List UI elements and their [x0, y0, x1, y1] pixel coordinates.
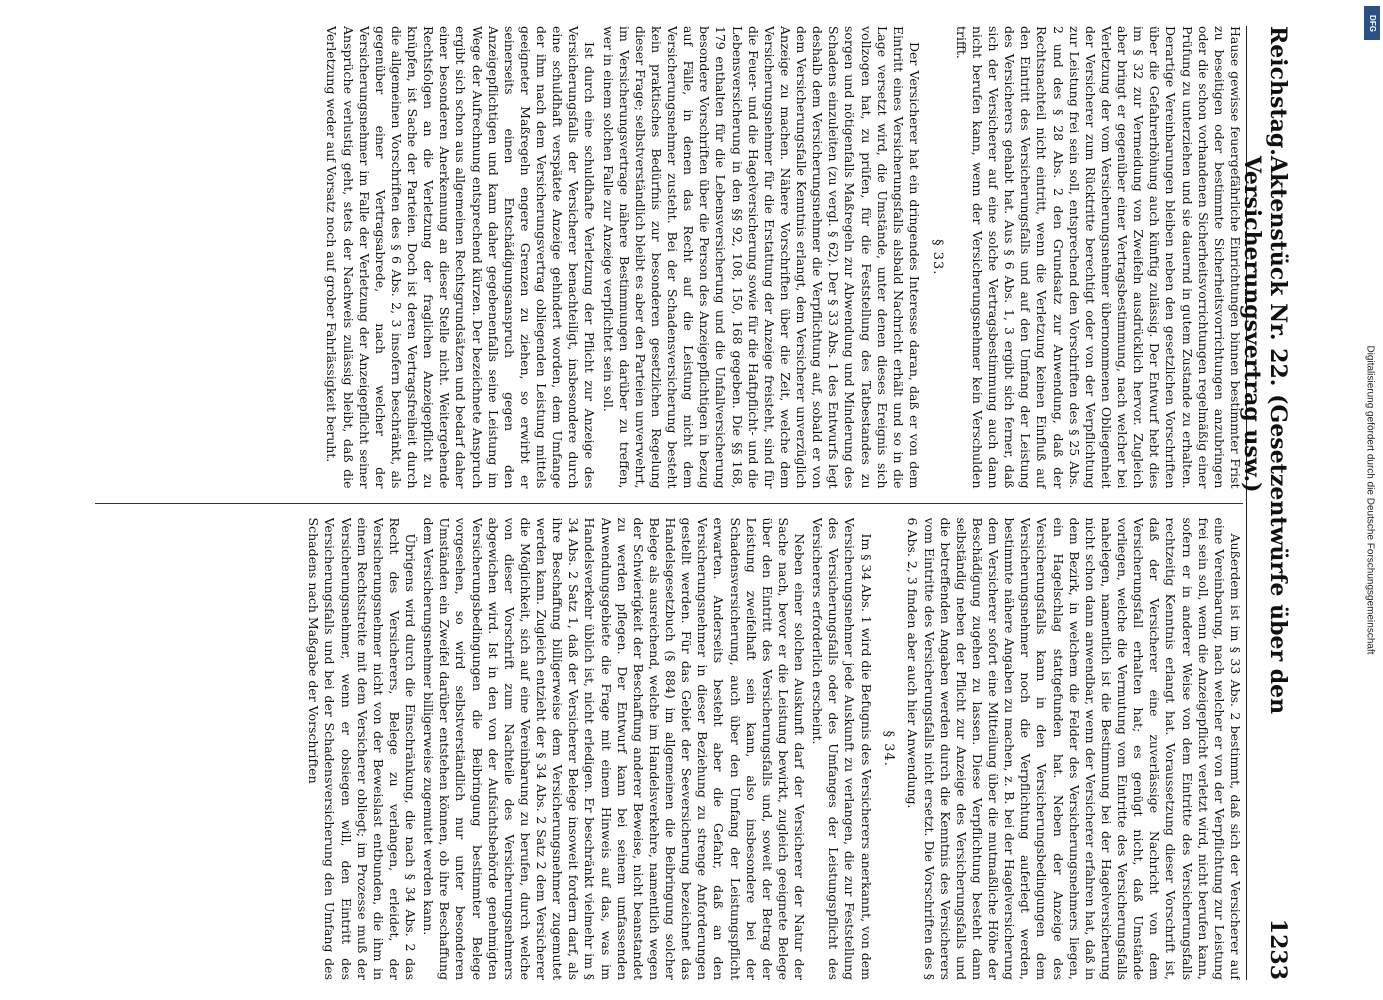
right-column [95, 518, 1243, 981]
left-paragraph: Hause gewisse feuergefährliche Einrichtungen binnen bestimmter Frist zu beseitigen oder bestimmte Sicherheitsvorrichtungen anzubringen oder die schon vorhandenen Sicherheitsvorrichtungen regelmäßig einer Prüfung zu unterziehen und sie dauernd in gutem Zustande zu erhalten. Derartige Vereinbarungen bleiben neben den gesetzlichen Vorschriften über die Gefahrerhöhung auch künftig zulässig. Der Entwurf hebt dies im § 32 zur Vermeidung von Zweifeln ausdrücklich hervor. Zugleich aber bringt er gegenüber einer Vertragsbestimmung, nach welcher bei Verletzung der vom Versicherungsnehmer übernommenen Obliegenheit der Versicherer zum Rücktritte berechtigt oder von der Verpflichtung zur Leistung frei sein soll, entsprechend den Vorschriften des § 25 Abs. 2 und des § 28 Abs. 2 den Grundsatz zur Anwendung, daß der Rechtsnachteil nicht eintritt, wenn die Verletzung keinen Einfluß auf den Eintritt des Versicherungsfalls und auf den Umfang der Leistung des Versicherers gehabt hat. Aus § 6 Abs. 1, 3 ergibt sich ferner, daß sich der Versicherer auf eine solche Vertragsbestimmung auch dann nicht berufen kann, wenn der Versicherungsnehmer kein Verschulden trifft. [953, 26, 1243, 489]
left-column [95, 26, 1243, 489]
section-heading-33: § 33. [929, 239, 945, 276]
text-columns [95, 26, 1243, 980]
page-header [1238, 26, 1291, 980]
digitization-sidebar [1357, 0, 1383, 1000]
rotated-page [87, 0, 1297, 1000]
right-paragraph: Im § 34 Abs. 1 wird die Befugnis des Versicherers anerkannt, von dem Versicherungsnehmer jede Auskunft zu verlangen, die zur Feststellung des Versicherungsfalls oder des Umfanges der Leistungspflicht des Versicherers erforderlich erscheint. [809, 517, 874, 980]
column-divider [95, 503, 1243, 504]
header-title: Aktenstück Nr. 22. (Gesetzentwürfe über den Versicherungsvertrag usw.) [1238, 155, 1291, 715]
left-paragraph: Ist durch eine schuldhafte Verletzung der Pflicht zur Anzeige des Versicherungsfalls der Versicherer benachteiligt, insbesondere durch eine schuldhaft verspätete Anzeige gehindert worden, dem Umfange der ihm nach dem Versicherungsvertrag obliegenden Leistung mittels geeigneter Maßregeln engere Grenzen zu ziehen, so erwirbt er seinerseits einen Entschädigungsanspruch gegen den Anzeigepflichtigen und kann daher gegebenenfalls seine Leistung im Wege der Aufrechnung entsprechend kürzen. Der bezeichnete Anspruch ergibt sich schon aus allgemeinen Rechtsgrundsätzen und bedarf daher einer besonderen Anerkennung an dieser Stelle nicht. Weitergehende Rechtsfolgen an die Verletzung der fraglichen Anzeigepflicht zu knüpfen, ist Sache der Parteien. Doch ist deren Vertragsfreiheit durch die allgemeinen Vorschriften des § 6 Abs. 2, 3 insofern beschränkt, als gegenüber einer Vertragsabrede, nach welcher der Versicherungsnehmer im Falle der Verletzung der Anzeigepflicht seiner Ansprüche verlustig geht, stets der Nachweis zulässig bleibt, daß die Verletzung weder auf Vorsatz noch auf grober Fahrlässigkeit beruht. [323, 26, 597, 489]
document-page [87, 0, 1297, 1000]
header-left: Reichstag. [1264, 26, 1291, 156]
right-paragraph: Neben einer solchen Auskunft darf der Versicherer der Natur der Sache nach, bevor er die Leistung bewirkt, zugleich geeignete Belege über den Eintritt des Versicherungsfalls und, soweit der Betrag der Leistung zweifelhaft sein kann, also insbesondere bei der Schadensversicherung, auch über den Umfang der Leistungspflicht erwarten. Anderseits besteht aber die Gefahr, daß an den Versicherungsnehmer in dieser Beziehung zu strenge Anforderungen gestellt werden. Für das Gebiet der Seeversicherung bezeichnet das Handelsgesetzbuch (§ 884) im allgemeinen die Beibringung solcher Belege als ausreichend, welche im Handelsverkehre, namentlich wegen der Schwierigkeit der Beschaffung anderer Beweise, nicht beanstandet zu werden pflegen. Der Entwurf kann bei seinem umfassenden Anwendungsgebiete die Frage mit einem Hinweis auf das, was im Handelsverkehr üblich ist, nicht erledigen. Er beschränkt vielmehr im § 34 Abs. 2 Satz 1, daß der Versicherer Belege insoweit fordern darf, als ihre Beschaffung billigerweise dem Versicherungsnehmer zugemutet werden kann. Zugleich entzieht der § 34 Abs. 2 Satz 2 dem Versicherer die Möglichkeit, sich auf eine Vereinbarung zu berufen, durch welche von dieser Vorschrift zum Nachteile des Versicherungsnehmers abgewichen wird. Ist in den von der Aufsichtsbehörde genehmigten Versicherungsbedingungen die Beibringung bestimmter Belege vorgesehen, so wird selbstverständlich nur unter besonderen Umständen ein Zweifel darüber entstehen können, ob ihre Beschaffung dem Versicherungsnehmer billigerweise zugemutet werden kann. [420, 517, 807, 980]
dfg-badge-text: DFG [1367, 14, 1377, 32]
right-paragraph: Außerdem ist im § 33 Abs. 2 bestimmt, daß sich der Versicherer auf eine Vereinbarung, nach welcher er von der Verpflichtung zur Leistung frei sein soll, wenn die Anzeigepflicht verletzt wird, nicht berufen kann, sofern er in anderer Weise von dem Eintritte des Versicherungsfalls rechtzeitig Kenntnis erlangt hat. Voraussetzung dieser Vorschrift ist, daß der Versicherer eine zuverlässige Nachricht von dem Versicherungsfall erhalten hat; es genügt nicht, daß Umstände vorliegen, welche die Vermutung vom Eintritte des Versicherungsfalls nahelegen, namentlich ist die Bestimmung bei der Hagelversicherung nicht schon dann anwendbar, wenn der Versicherer erfahren hat, daß in dem Bezirk, in welchem die Felder des Versicherungsnehmers liegen, ein Hagelschlag stattgefunden hat. Neben der Anzeige des Versicherungsfalls kann in den Versicherungsbedingungen dem Versicherungsnehmer noch die Verpflichtung auferlegt werden, bestimmte nähere Angaben zu machen, z. B. bei der Hagelversicherung dem Versicherer sofort eine Mitteilung über die mutmaßliche Höhe der Beschädigung zugehen zu lassen. Diese Verpflichtung besteht dann selbständig neben der Pflicht zur Anzeige des Versicherungsfalls und die betreffenden Angaben werden durch die Kenntnis des Versicherers vom Eintritte des Versicherungsfalls nicht ersetzt. Die Vorschriften des § 6 Abs. 2, 3 finden aber auch hier Anwendung. [905, 517, 1243, 980]
digitization-credit: Digitalisierung gefördert durch die Deutsche Forschungsgemeinschaft [1364, 345, 1376, 655]
left-paragraph: Der Versicherer hat ein dringendes Interesse daran, daß er von dem Eintritt eines Versicherungsfalls alsbald Nachricht erhält und so in die Lage versetzt wird, die Umstände, unter denen dieses Ereignis sich vollzogen hat, zu prüfen, für die Feststellung des Tatbestandes zu sorgen und nötigenfalls Maßregeln zur Abwendung und Minderung des Schadens einzuleiten (zu vergl. § 62). Der § 33 Abs. 1 des Entwurfs legt deshalb dem Versicherungsnehmer die Verpflichtung auf, sobald er von dem Versicherungsfalle Kenntnis erlangt, dem Versicherer unverzüglich Anzeige zu machen. Nähere Vorschriften über die Zeit, welche dem Versicherungsnehmer für die Erstattung der Anzeige freisteht, sind für die Feuer- und die Hagelversicherung sowie für die Haftpflicht- und die Lebensversicherung in den §§ 92, 108, 150, 168 gegeben. Die §§ 168, 179 enthalten für die Lebensversicherung und die Unfallversicherung besondere Vorschriften über die Person des Anzeigepflichtigen in bezug auf Fälle, in denen das Recht auf die Leistung nicht dem Versicherungsnehmer zusteht. Bei der Schadensversicherung besteht kein praktisches Bedürfnis zur besonderen gesetzlichen Regelung dieser Frage; selbstverständlich bleibt es aber den Parteien unverwehrt, im Versicherungsvertrage nähere Bestimmungen darüber zu treffen, wer in einem solchen Falle zur Anzeige verpflichtet sein soll. [600, 26, 922, 489]
dfg-logo [1364, 6, 1380, 40]
page-number: 1233 [1264, 918, 1291, 980]
right-paragraph: Übrigens wird durch die Einschränkung, die nach § 34 Abs. 2 das Recht des Versicherers, Belege zu verlangen, erleidet, der Versicherungsnehmer nicht von der Beweislast entbunden, die ihm in einem Rechtsstreite mit dem Versicherer obliegt; im Prozesse muß der Versicherungsnehmer, wenn er obsiegen will, den Eintritt des Versicherungsfalls und bei der Schadensversicherung den Umfang des Schadens nach Maßgabe der Vorschriften [305, 517, 418, 980]
section-heading-34: § 34. [880, 730, 896, 767]
